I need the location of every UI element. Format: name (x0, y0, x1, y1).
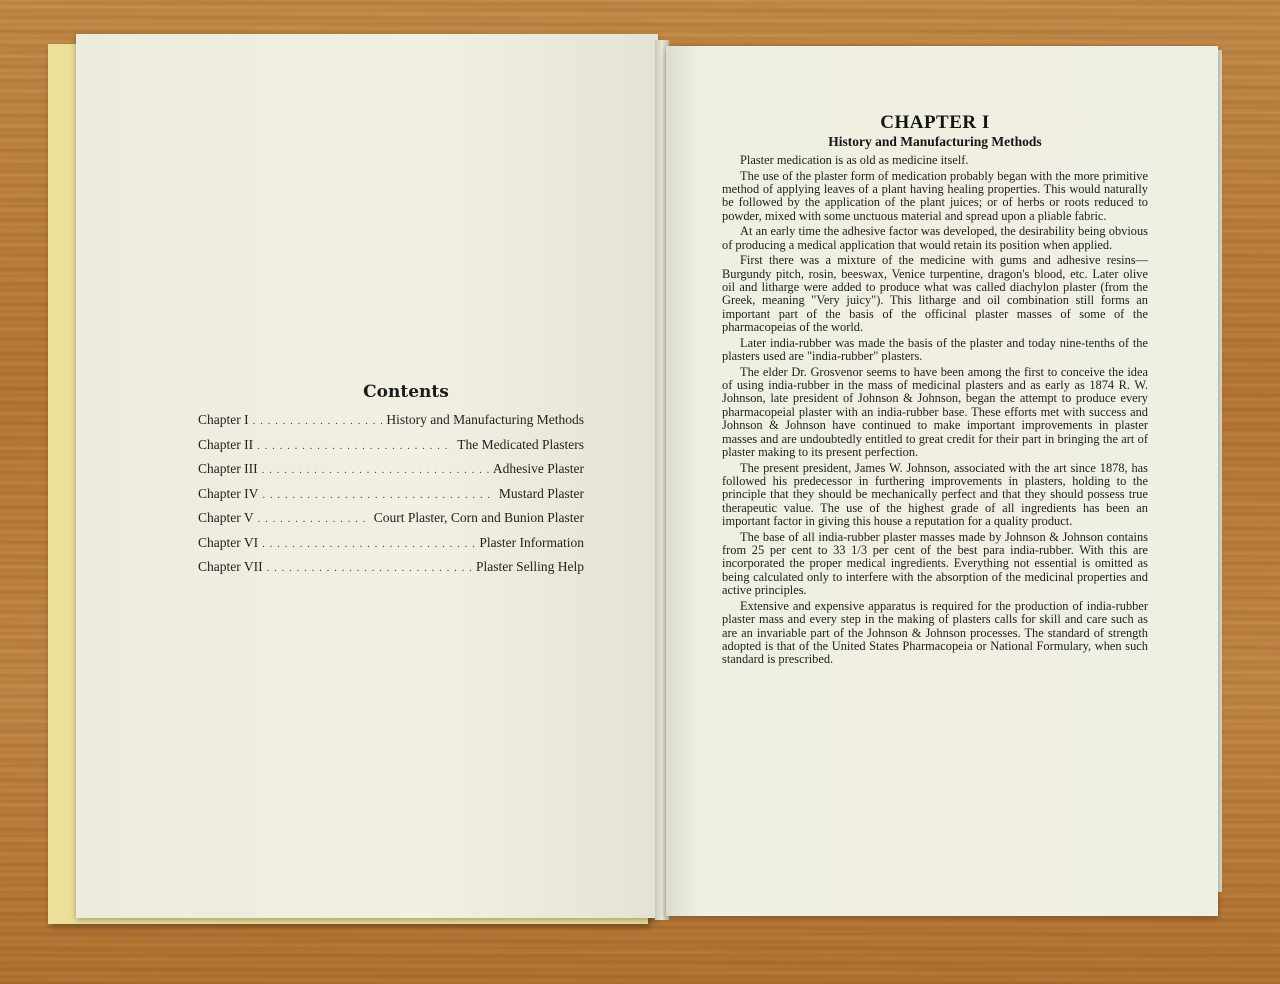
toc-entry (198, 535, 584, 560)
table-of-contents (198, 412, 584, 584)
toc-leader (253, 415, 383, 427)
toc-title: Plaster Selling Help (476, 559, 584, 574)
toc-chapter: Chapter III (198, 461, 258, 476)
paragraph: The base of all india-rubber plaster masses made by Johnson & Johnson contains from 25 per cent to 33 1/3 per cent of the best para india-rubber. With this are incorporated the proper medical ingredients. Everything not essential is omitted as being calculated only to interfere with the absorption of the medicinal properties and active principles. (722, 529, 1148, 598)
paragraph: At an early time the adhesive factor was developed, the desirability being obvious of producing a medical application that would retain its position when applied. (722, 224, 1148, 252)
toc-entry (198, 437, 584, 462)
toc-leader (262, 489, 495, 501)
toc-title: The Medicated Plasters (457, 436, 584, 452)
toc-title: Court Plaster, Corn and Bunion Plaster (373, 510, 584, 525)
chapter-number: CHAPTER I (880, 112, 990, 133)
paragraph: First there was a mixture of the medicine with gums and adhesive resins—Burgundy pitch, rosin, beeswax, Venice turpentine, dragon's blood, etc. Later olive oil and litharge were added to produce what was called diachylon plaster (from the Greek, meaning "Very juicy"). This litharge and oil combination still forms an important part of the basis of the officinal plaster masses of some of the pharmacopeias of the world. (722, 253, 1148, 335)
toc-leader (257, 440, 453, 452)
paragraph: Extensive and expensive apparatus is required for the production of india-rubber plaster mass and every step in the making of plasters calls for skill and care such as are an invariable part of the Johnson & Johnson processes. The standard of strength adopted is that of the United States Pharmacopeia or National Formulary, when such standard is prescribed. (722, 598, 1148, 667)
toc-entry (198, 510, 584, 535)
toc-leader (267, 562, 472, 574)
paragraph: The present president, James W. Johnson, associated with the art since 1878, has followed his predecessor in furthering improvements in plasters, holding to the principle that they should be mechanically perfect and that they should possess true therapeutic value. The use of the highest grade of all ingredients has been an important factor in giving this house a reputation for a quality product. (722, 460, 1148, 529)
paragraph: The use of the plaster form of medication probably began with the more primitive method of applying leaves of a plant having healing properties. This would naturally be followed by the application of the plant juices; or of herbs or roots reduced to powder, mixed with some unctuous material and spread upon a pliable fabric. (722, 168, 1148, 223)
chapter-title: History and Manufacturing Methods (828, 134, 1042, 149)
toc-chapter: Chapter IV (198, 485, 259, 501)
toc-leader (258, 513, 370, 525)
paragraph: The elder Dr. Grosvenor seems to have been among the first to conceive the idea of using india-rubber in the mass of medicinal plasters and as early as 1874 R. W. Johnson, late president of Johnson & Johnson, began the attempt to produce every pharmacopeial plaster with an india-rubber base. These efforts met with success and Johnson & Johnson have continued to make important improvements in plaster masses and are undoubtedly entitled to great credit for their part in bringing the art of plaster making to its present perfection. (722, 364, 1148, 459)
toc-entry (198, 486, 584, 511)
toc-title: History and Manufacturing Methods (386, 412, 584, 427)
toc-entry (198, 412, 584, 437)
paragraph: Plaster medication is as old as medicine itself. (740, 153, 969, 167)
toc-leader (262, 464, 489, 476)
toc-chapter: Chapter II (198, 436, 254, 452)
toc-chapter: Chapter VI (198, 534, 259, 550)
toc-entry (198, 559, 584, 584)
toc-title: Adhesive Plaster (492, 461, 584, 476)
toc-entry (198, 461, 584, 486)
toc-chapter: Chapter V (198, 510, 254, 525)
toc-title: Mustard Plaster (498, 485, 584, 501)
toc-chapter: Chapter VII (198, 559, 263, 574)
toc-leader (262, 538, 475, 550)
toc-title: Plaster Information (479, 534, 584, 550)
chapter-body (722, 154, 1148, 669)
toc-chapter: Chapter I (198, 412, 249, 427)
contents-heading: Contents (363, 382, 449, 402)
paragraph: Later india-rubber was made the basis of the plaster and today nine-tenths of the plasters used are "india-rubber" plasters. (722, 335, 1148, 364)
